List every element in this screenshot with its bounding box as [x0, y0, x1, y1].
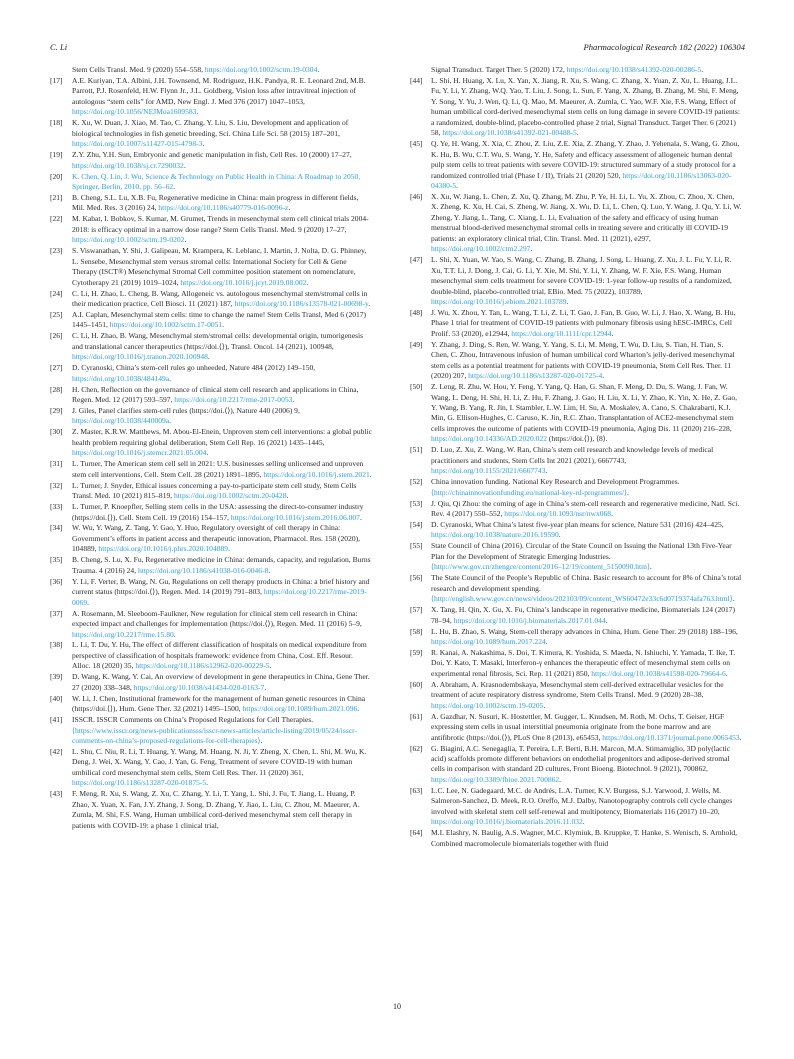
reference-text: Y. Li, F. Verter, B. Wang, N. Gu, Regulations on cell therapy products in China: a brief history and current status (https://doi.⟨⟩), Regen. Med. 14 (2019) 791–803, [72, 576, 370, 597]
reference-number: [49] [410, 339, 423, 349]
reference-suffix: . [173, 181, 176, 191]
reference-number: [23] [50, 246, 63, 256]
reference-entry [50, 747, 373, 789]
reference-entry [410, 520, 743, 541]
reference-entry [50, 150, 373, 171]
reference-entry [410, 255, 743, 307]
reference-suffix: . [317, 65, 320, 74]
reference-text: K. Xu, W. Duan, J. Xiao, M. Tao, C. Zhang, Y. Liu, S. Liu, Development and application of biological technologies in fish genetic breeding, Sci. China Life Sci. 58 (2015) 187–201, [72, 118, 349, 138]
reference-entry [50, 715, 373, 746]
reference-number: [18] [50, 118, 63, 128]
reference-link[interactable]: https://doi.org/10.1186/s12962-020-00229-5 [135, 661, 270, 671]
reference-link[interactable]: https://doi.org/10.1038/s41392-021-00488-5 [442, 128, 577, 138]
reference-entry [50, 789, 373, 831]
reference-number: [54] [410, 519, 423, 529]
reference-text: X. Tang, H. Qin, X. Gu, X. Fu, China’s landscape in regenerative medicine, Biomaterials 124 (2017) 78–94, [431, 605, 736, 625]
reference-link[interactable]: https://doi.org/10.1186/s13578-021-00698-y [234, 298, 369, 308]
page-number: 10 [393, 1002, 401, 1011]
reference-link[interactable]: https://doi.org/10.1089/hum.2017.224 [431, 636, 546, 646]
reference-entry [50, 289, 373, 310]
reference-entry [410, 828, 743, 849]
reference-text: L. Shu, C. Niu, R. Li, T. Huang, Y. Wang, M. Huang, N. Ji, Y. Zheng, X. Chen, L. Shi, M. Wu, K. Deng, J. Wei, X. Wang, Y. Cao, J. Yan, G. Feng, Treatment of severe COVID-19 with human umbilical cord mesenchymal stem cells, Stem Cell Res. Ther. 11 (2020) 361, [72, 747, 367, 777]
reference-entry [50, 385, 373, 406]
reference-suffix: . [732, 594, 735, 604]
page-header-author: C. Li [50, 42, 68, 52]
reference-link[interactable]: https://doi.org/10.1056/NEJMoa1609583 [72, 107, 197, 117]
reference-number: [30] [50, 427, 63, 437]
reference-suffix: . [228, 544, 230, 554]
reference-link[interactable]: https://doi.org/10.14336/AD.2020.022 [431, 434, 548, 444]
references-right-column [410, 65, 743, 850]
reference-number: [31] [50, 459, 63, 469]
reference-text: A. Abraham, A. Krasnodembskaya, Mesenchymal stem cell-derived extracellular vesicles for the treatment of acute respiratory distress syndrome, Stem Cells Transl. Med. 9 (2020) 28–38, [431, 679, 724, 700]
reference-link[interactable]: https://doi.org/10.1089/hum.2021.096 [242, 704, 358, 714]
reference-text: L. Hu, B. Zhao, S. Wang, Stem-cell therapy advances in China, Hum. Gene Ther. 29 (2018) 188–196, [431, 626, 738, 636]
reference-number: [48] [410, 307, 423, 317]
page-header-journal: Pharmacological Research 182 (2022) 106304 [583, 42, 745, 52]
reference-link[interactable]: ⟨http://chinainnovationfunding.eu/national-key-rd-programmes/⟩ [431, 487, 627, 497]
reference-entry [50, 427, 373, 458]
reference-text: L. Turner, The American stem cell sell in 2021: U.S. businesses selling unlicensed and unproven stem cell interventions, Cell. Stem Cell. 28 (2021) 1891–1895, [72, 459, 364, 479]
reference-entry [410, 627, 743, 648]
reference-number: [34] [50, 523, 63, 533]
reference-suffix: . [183, 160, 186, 170]
reference-number: [44] [410, 75, 423, 85]
reference-suffix: . [196, 107, 199, 117]
reference-entry [50, 65, 373, 75]
reference-text: L. Shi, X. Yuan, W. Yao, S. Wang, C. Zhang, B. Zhang, J. Song, L. Huang, Z. Xu, J. L. Fu, Y. Li, R. Xu, T.T. Li, J. Dong, J. Cai, G. Li, Y. Xie, M. Shi, Y. Li, Y. Zhang, W. F. Xie, F.S. Wang, Human mesenchymal stem cells treatment for severe COVID-19: 1-year follow-up results of a randomized, double-blind, placebo-controlled trial, EBio. Med. 75 (2022), 103789, [431, 255, 732, 296]
reference-text: ISSCR. ISSCR Comments on China’s Proposed Regulations for Cell Therapies. [72, 715, 314, 725]
reference-number: [43] [50, 789, 63, 799]
reference-number: [61] [410, 711, 423, 721]
reference-number: [22] [50, 214, 63, 224]
reference-link[interactable]: https://doi.org/10.1016/j.stem.2016.06.007 [230, 512, 360, 522]
reference-entry [50, 214, 373, 245]
reference-text: A.E. Kuriyan, T.A. Albini, J.H. Townsend, M. Rodriguez, H.K. Pandya, R. E. Leonard 2nd, M.B. Parrott, P.J. Rosenfeld, H.W. Flynn Jr., J.L. Goldberg, Vision loss after intravitreal injection of autologous “stem cells” for AMD, New Engl. J. Med 376 (2017) 1047–1053, [72, 75, 366, 106]
reference-entry [410, 192, 743, 255]
reference-text: L. Shi, H. Huang, X. Lu, X. Yan, X. Jiang, R. Xu, S. Wang, C. Zhang, X. Yuan, Z. Xu, L. Huang, J.L. Fu, Y. Li, Y. Zhang, W.Q. Yao, T. Liu, J. Song, L. Sun, F. Yang, X. Zhang, B. Zhang, M. Shi, F. Meng, Y. Song, Y. Yu, J. Wen, Q. Li, Q. Mao, M. Maeurer, A. Zumla, C. Yao, W.F. Xie, F.S. Wang, Effect of human umbilical cord-derived mesenchymal stem cells on lung damage in severe COVID-19 patients: a randomized, double-blind, placebo-controlled phase 2 trial, Signal Transduct. Target Ther. 6 (2021) 58, [431, 75, 740, 138]
reference-text: L.C. Lee, N. Gadegaard, M.C. de Andrés, L.A. Turner, K.V. Burgess, S.J. Yarwood, J. Wells, M. Salmeron-Sanchez, D. Meek, R.O. Oreffo, M.J. Dalby, Nanotopography controls cell cycle changes involved with skeletal stem cell self-renewal and multipotency, Biomaterials 116 (2017) 10–20, [431, 785, 733, 816]
reference-text: A. Gazdhar, N. Susuri, K. Hostettler, M. Gugger, L. Knudsen, M. Roth, M. Ochs, T. Geiser, HGF expressing stem cells in usual interstitial pneumonia originate from the bone marrow and are antifibrotic (https://doi.⟨⟩), PLoS One 8 (2013), e65453, [431, 711, 725, 742]
reference-suffix: . [559, 774, 562, 784]
reference-text: M.I. Elashry, N. Baulig, A.S. Wagner, M.C. Klymiuk, B. Kruppke, T. Hanke, S. Wenisch, S. Arnhold, Combined macromolecule biomaterials together with fluid [431, 828, 738, 848]
reference-suffix: . [169, 416, 172, 426]
reference-suffix: . [530, 244, 533, 254]
reference-text: Z. Master, K.R.W. Matthews, M. Abou-El-Enein, Unproven stem cell interventions: a global public health problem requiring global deliberation, Stem Cell Rep. 16 (2021) 1435–1445, [72, 427, 372, 447]
reference-entry [50, 118, 373, 149]
reference-link[interactable]: ⟨https://www.isscr.org/news-publicationsss/isscr-news-articles/article-listing/2019/05/24/isscr-comments-on-china’s-proposed-regulations-for-cell-therapies⟩ [72, 725, 357, 746]
reference-entry [50, 76, 373, 118]
reference-suffix: . [725, 668, 728, 678]
reference-entry [410, 340, 743, 382]
reference-link[interactable]: https://doi.org/10.1038/s41434-020-0163-7 [133, 682, 265, 692]
reference-number: [41] [50, 715, 63, 725]
reference-entry [50, 609, 373, 640]
reference-link[interactable]: https://doi.org/10.1038/440009a [72, 416, 170, 426]
reference-link[interactable]: https://doi.org/10.1038/sj.cr.7290032 [72, 160, 184, 170]
reference-text: H. Chen, Reflection on the governance of clinical stem cell research and applications in China, Regen. Med. 12 (2017) 593–597, [72, 384, 359, 405]
reference-link[interactable]: https://doi.org/10.1002/sctm.20-0428 [174, 491, 287, 501]
reference-suffix: . [264, 682, 267, 692]
reference-suffix: . [545, 636, 548, 646]
reference-entry [410, 65, 743, 75]
reference-suffix: . [605, 615, 608, 625]
reference-suffix: . [306, 277, 309, 287]
reference-entry [410, 445, 743, 476]
reference-link[interactable]: https://doi.org/10.1186/s41038-016-0046-8 [137, 565, 269, 575]
reference-number: [32] [50, 480, 63, 490]
reference-suffix: . [566, 296, 569, 306]
reference-entry [410, 499, 743, 520]
reference-suffix: . [202, 139, 205, 149]
reference-number: [47] [410, 255, 423, 265]
reference-entry [410, 744, 743, 786]
reference-number: [62] [410, 743, 423, 753]
reference-number: [28] [50, 384, 63, 394]
reference-suffix: . [456, 180, 459, 190]
reference-link[interactable]: https://doi.org/10.1016/j.biomaterials.2017.01.044 [453, 615, 606, 625]
reference-link[interactable]: https://doi.org/10.1016/j.jcyt.2019.08.002 [180, 277, 307, 287]
reference-number: [37] [50, 608, 63, 618]
reference-link[interactable]: https://doi.org/10.1186/s13287-020-01875-5 [72, 778, 207, 788]
reference-link[interactable]: https://doi.org/10.1111/cpr.12944 [511, 328, 612, 338]
reference-suffix: . [357, 704, 360, 714]
reference-entry [50, 640, 373, 671]
reference-number: [36] [50, 576, 63, 586]
reference-text: L. Turner, P. Knoepfler, Selling stem cells in the USA: assessing the direct-to-consumer industry (https://doi.⟨⟩), Cell. Stem Cell. 19 (2016) 154–157, [72, 502, 364, 522]
reference-number: [63] [410, 785, 423, 795]
reference-entry [50, 577, 373, 608]
reference-entry [50, 363, 373, 384]
reference-number: [29] [50, 406, 63, 415]
reference-suffix: . [207, 352, 210, 362]
reference-text: R. Kanai, A. Nakashima, S. Doi, T. Kimura, K. Yoshida, S. Maeda, N. Ishiuchi, Y. Yamada, T. Ike, T. Doi, Y. Kato, T. Masaki, Interferon-γ enhances the therapeutic effect of mesenchymal stem cells on experimental renal fibrosis, Sci. Rep. 11 (2021) 850, [431, 647, 736, 678]
reference-number: [45] [410, 139, 423, 149]
reference-link[interactable]: https://doi.org/10.1016/j.tranon.2020.100948 [72, 352, 208, 362]
reference-link[interactable]: https://doi.org/10.2217/rme.15.80 [72, 629, 174, 639]
reference-entry [50, 555, 373, 576]
reference-link[interactable]: https://doi.org/10.2217/rme-2019-0069 [72, 587, 367, 607]
reference-entry [50, 331, 373, 362]
reference-number: [57] [410, 605, 423, 615]
reference-entry [50, 694, 373, 715]
reference-text: D. Cyranoski, China’s stem-cell rules go unheeded, Nature 484 (2012) 149–150, [72, 363, 316, 373]
reference-text: M. Kabat, I. Bobkov, S. Kumar, M. Grumet, Trends in mesenchymal stem cell clinical trials 2004-2018: is efficacy optimal in a narrow dose range? Stem Cells Transl. Med. 9 (2020) 17–27, [72, 214, 369, 234]
reference-suffix: . [286, 491, 289, 501]
reference-link[interactable]: ⟨http://www.gov.cn/zhengce/content/2016–12/19/content_5150090.htm⟩ [431, 562, 650, 572]
reference-text: Y. Zhang, J. Ding, S. Ren, W. Wang, Y. Yang, S. Li, M. Meng, T. Wu, D. Liu, S. Tian, H. Tian, S. Chen, C. Zhou, Intravenous infusion of human umbilical cord Wharton’s jelly-derived mesenchymal stem cells as a potential treatment for patients with COVID-19 pneumonia, Stem Cell Res. Ther. 11 (2020) 207, [431, 339, 735, 381]
reference-text: A.I. Caplan, Mesenchymal stem cells: time to change the name! Stem Cells Transl, Med 6 (2017) 1445–1451, [72, 309, 367, 330]
reference-entry [410, 605, 743, 626]
reference-suffix: . [206, 778, 209, 788]
reference-number: [64] [410, 828, 423, 838]
reference-link[interactable]: https://doi.org/10.1371/journal.pone.0065453 [602, 732, 740, 742]
reference-link[interactable]: https://doi.org/10.1016/j.biomaterials.2016.11.032 [431, 817, 583, 827]
reference-suffix: . [268, 565, 271, 575]
reference-text: State Council of China (2016). Circular of the State Council on Issuing the National 13th Five-Year Plan for the Development of Strategic Emerging Industries. [431, 541, 732, 561]
reference-text: D. Wang, K. Wang, Y. Cai, An overview of development in gene therapeutics in China, Gene Ther. 27 (2020) 338–348, [72, 672, 370, 692]
reference-suffix: . [576, 128, 579, 138]
reference-text: S. Viswanathan, Y. Shi, J. Galipeau, M. Krampera, K. Leblanc, I. Martin, J. Nolta, D. G. Phinney, L. Sensebe, Mesenchymal stem versus stromal cells: International Society for Cell & Gene Therapy (ISCT®) Mesenchymal Stromal Cell committee position statement on nomenclature, Cytotherapy 21 (2019) 1019–1024, [72, 246, 367, 287]
reference-suffix: . [359, 512, 362, 522]
reference-number: [21] [50, 192, 63, 202]
reference-link[interactable]: https://doi.org/10.1002/sctm.17-0051 [109, 320, 223, 330]
reference-suffix: . [369, 469, 372, 479]
reference-entry [50, 406, 373, 427]
reference-suffix: . [206, 448, 209, 458]
reference-entry [410, 786, 743, 828]
reference-entry [50, 672, 373, 693]
reference-suffix: . [184, 235, 187, 245]
reference-number: [50] [410, 382, 423, 392]
reference-suffix: . [87, 597, 89, 607]
reference-number: [25] [50, 309, 63, 319]
reference-number: [38] [50, 640, 63, 650]
references-left-column [50, 65, 373, 832]
reference-text: B. Cheng, S.L. Lu, X.B. Fu, Regenerative medicine in China: main progress in different fields, Mil. Med. Res. 3 (2016) 24, [72, 192, 359, 213]
reference-entry [410, 680, 743, 711]
reference-entry [410, 308, 743, 339]
reference-suffix: . [701, 65, 704, 74]
reference-link[interactable]: https://doi.org/10.3389/fbioe.2021.700862 [431, 774, 560, 784]
reference-suffix: . [558, 530, 561, 540]
reference-text: G. Biagini, A.C. Senegaglia, T. Pereira, L.F. Berti, B.H. Marcon, M.A. Stimamiglio, 3D poly(lactic acid) scaffolds promote different behaviors on endothelial progenitors and adipose-derived stromal cells in comparison with standard 2D cultures, Front Bioeng. Biotechnol. 9 (2021), 700862, [431, 743, 731, 774]
reference-text: China innovation funding. National Key Research and Development Programmes. [431, 477, 680, 487]
reference-number: [39] [50, 672, 63, 682]
reference-link[interactable]: https://doi.org/10.1186/s40779-016-0096-z [158, 203, 289, 213]
reference-suffix: . [169, 373, 172, 383]
reference-entry [410, 648, 743, 679]
reference-text: L. Turner, J. Snyder, Ethical issues concerning a pay-to-participate stem cell study, Stem Cells Transl. Med. 10 (2021) 815–819, [72, 480, 357, 501]
reference-text: C. Li, H. Zhao, B. Wang, Mesenchymal stem/stromal cells: developmental origin, tumorigenesis and translational cancer therapeutics (https://doi.⟨⟩), Transl. Oncol. 14 (2021), 100948, [72, 331, 364, 351]
reference-link[interactable]: https://doi.org/10.1038/484149a [72, 373, 170, 383]
reference-link[interactable]: https://doi.org/10.1016/j.stem.2021 [263, 469, 370, 479]
reference-suffix: . [582, 817, 585, 827]
reference-suffix: . [545, 466, 548, 476]
reference-suffix: . [288, 203, 291, 213]
reference-text: A. Rosemann, M. Sleeboom-Faulkner, New regulation for clinical stem cell research in China: expected impact and challenges for implementation (https://doi.⟨⟩), Regen. Med. 11 (2016) 5–9, [72, 608, 362, 629]
reference-suffix: . [292, 395, 295, 405]
reference-text: F. Meng, R. Xu, S. Wang, Z. Xu, C. Zhang, Y. Li, T. Yang, L. Shi, J. Fu, T. Jiang, L. Huang, P. Zhao, X. Yuan, X. Fan, J.Y. Zhang, J. Song, D. Zhang, Y. Jiao, L. Liu, C. Zhou, M. Maeurer, A. Zumla, M. Shi, F.S. Wang, Human umbilical cord-derived mesenchymal stem cell therapy in patients with COVID-19: a phase 1 clinical trial, [72, 789, 360, 830]
reference-link[interactable]: https://doi.org/10.1186/s13063-020-04380-5 [431, 170, 732, 190]
reference-text: Q. Ye, H. Wang, X. Xia, C. Zhou, Z. Liu, Z.E. Xia, Z. Zhang, Y. Zhao, J. Yehenala, S. Wang, G. Zhou, K. Hu, B. Wu, C.T. Wu, S. Wang, Y. He, Safety and efficacy assessment of allogeneic human dental pulp stem cells to treat patients with severe COVID-19: structured summary of a study protocol for a randomized controlled trial (Phase I / II), Trials 21 (2020) 520, [431, 139, 740, 180]
reference-number: [19] [50, 150, 63, 160]
reference-entry [50, 459, 373, 480]
reference-number: [55] [410, 541, 423, 551]
reference-entry [50, 193, 373, 214]
reference-link[interactable]: https://doi.org/10.1093/nsr/nwx068 [504, 509, 612, 519]
reference-suffix: . [368, 298, 371, 308]
reference-text: J. Giles, Panel clarifies stem-cell rules (https://doi.⟨⟩), Nature 440 (2006) 9, [72, 406, 300, 415]
reference-number: [53] [410, 498, 423, 508]
reference-link[interactable]: K. Chen, Q. Lin, J. Wu, Science & Technology on Public Health in China: A Roadmap to 2050, Springer, Berlin, 2010, pp. 56–62 [72, 171, 361, 191]
reference-link[interactable]: https://doi.org/10.1038/nature.2016.19590 [431, 530, 559, 540]
reference-link[interactable]: https://doi.org/10.1002/ctm2.297 [431, 244, 531, 254]
reference-link[interactable]: https://doi.org/10.1155/2021/6667743 [431, 466, 546, 476]
reference-number: [35] [50, 555, 63, 565]
reference-entry [50, 523, 373, 554]
reference-text: W. Li, J. Chen, Institutional framework for the management of human genetic resources in China (https://doi.⟨⟩), Hum. Gene Ther. 32 (2021) 1495–1500, [72, 693, 366, 714]
reference-link[interactable]: https://doi.org/10.1007/s11427-015-4798-3 [72, 139, 203, 149]
reference-number: [60] [410, 679, 423, 689]
reference-text: D. Cyranoski, What China’s latest five-year plan means for science, Nature 531 (2016) 424–425, [431, 519, 724, 529]
reference-suffix: . [260, 736, 263, 746]
reference-link[interactable]: https://doi.org/10.2217/rme-2017-0053 [174, 395, 293, 405]
reference-entry [50, 502, 373, 523]
reference-number: [51] [410, 445, 423, 455]
reference-number: [26] [50, 331, 63, 341]
reference-number: [27] [50, 363, 63, 373]
reference-text: C. Li, H. Zhao, L. Cheng, B. Wang, Allogeneic vs. autologous mesenchymal stem/stromal cells in their medication practice, Cell Biosci. 11 (2021) 187, [72, 288, 368, 308]
reference-link[interactable]: https://doi.org/10.1186/s13287-020-01725-4 [468, 371, 603, 381]
reference-number: [40] [50, 693, 63, 703]
reference-link[interactable]: https://doi.org/10.1002/sctm.19-0205 [431, 700, 544, 710]
reference-entry [50, 310, 373, 331]
reference-entry [50, 481, 373, 502]
reference-suffix: . [543, 700, 546, 710]
reference-text: Stem Cells Transl. Med. 9 (2020) 554–558, [72, 65, 205, 74]
reference-link[interactable]: ⟨http://english.www.gov.cn/news/videos/202103/09/content_WS60472e33c6d0719374afa763.html⟩ [431, 594, 733, 604]
reference-text: B. Cheng, S. Lu, X. Fu, Regenerative medicine in China: demands, capacity, and regulation, Burns Trauma. 4 (2016) 24, [72, 555, 371, 575]
reference-link[interactable]: https://doi.org/10.1016/j.stemcr.2021.05.004 [72, 448, 207, 458]
reference-number: [20] [50, 171, 63, 181]
reference-text: X. Xu, W. Jiang, L. Chen, Z. Xu, Q. Zhang, M. Zhu, P. Ye, H. Li, L. Yu, X. Zhou, C. Zhou, X. Chen, X. Zheng, K. Xu, H. Cai, S. Zheng, W. Jiang, X. Wu, D. Li, L. Chen, Q. Luo, Y. Wang, J. Qu, Y. Li, W. Zheng, Y. Jiang, L. Tang, C. Xiang, L. Li, Evaluation of the safety and efficacy of using human menstrual blood-derived mesenchymal stromal cells in treating severe and critically ill COVID-19 patients: an exploratory clinical trial, Clin. Transl. Med. 11 (2021), e297, [431, 191, 742, 243]
reference-entry [410, 139, 743, 191]
reference-number: [58] [410, 626, 423, 636]
reference-text: W. Wu, Y. Wang, Z. Tang, Y. Gao, Y. Huo, Regulatory oversight of cell therapy in China: Government’s efforts in patient access and therapeutic innovation, Pharmacol. Res. 158 (2020), 104889, [72, 523, 361, 554]
reference-entry [410, 382, 743, 445]
reference-entry [410, 76, 743, 139]
reference-text: The State Council of the People’s Republic of China. Basic research to account for 8% of China’s total research and development spending. [431, 573, 742, 593]
reference-number: [59] [410, 647, 423, 657]
reference-entry [410, 573, 743, 604]
reference-number: [33] [50, 502, 63, 512]
reference-suffix: . [222, 320, 225, 330]
reference-entry [50, 172, 373, 193]
reference-link[interactable]: https://doi.org/10.1038/s41392-020-00286-5 [566, 65, 702, 74]
reference-suffix: . [173, 629, 176, 639]
reference-text: Signal Transduct. Target Ther. 5 (2020) 172, [431, 65, 567, 74]
reference-link[interactable]: https://doi.org/10.1002/sctm.19-0304 [204, 65, 318, 74]
reference-number: [46] [410, 191, 423, 201]
reference-link[interactable]: https://doi.org/10.1016/j.ebiom.2021.103789 [431, 296, 567, 306]
reference-suffix: . [649, 562, 652, 572]
reference-text: Z. Leng, R. Zhu, W. Hou, Y. Feng, Y. Yang, Q. Han, G. Shan, F. Meng, D. Du, S. Wang, J. Fan, W. Wang, L. Deng, H. Shi, H. Li, Z. Hu, F. Zhang, J. Gao, H. Liu, X. Li, Y. Zhao, K. Yin, X. He, Z. Gao, Y. Wang, B. Yang, R. Jin, I. Stambler, L.W. Lim, H. Su, A. Moskalev, A. Cano, S. Chakrabarti, K.J. Min, G. Ellison-Hughes, C. Caruso, K. Jin, R.C. Zhao, Transplantation of ACE2-mesenchymal stem cells improves the outcome of patients with COVID-19 pneumonia, Aging Dis. 11 (2020) 216–228, [431, 382, 738, 433]
reference-suffix: (https://doi.⟨⟩), ⟨8⟩. [547, 434, 608, 444]
reference-number: [52] [410, 477, 423, 487]
reference-link[interactable]: https://doi.org/10.1038/s41598-020-79664-6 [591, 668, 726, 678]
reference-number: [17] [50, 75, 63, 85]
reference-text: D. Luo, Z. Xu, Z. Wang, W. Ran, China’s stem cell research and knowledge levels of medical practitioners and students, Stem Cells Int 2021 (2021), 6667743, [431, 445, 714, 465]
reference-text: J. Qiu, Qi Zhou: the coming of age in China’s stem-cell research and regenerative medicine, Natl. Sci. Rev. 4 (2017) 550–552, [431, 498, 740, 519]
reference-number: [56] [410, 573, 423, 583]
reference-suffix: . [626, 487, 629, 497]
reference-suffix: . [739, 732, 742, 742]
reference-suffix: . [602, 371, 605, 381]
reference-text: Z.Y. Zhu, Y.H. Sun, Embryonic and genetic manipulation in fish, Cell Res. 10 (2000) 17–27, [72, 150, 352, 160]
reference-entry [50, 246, 373, 288]
reference-text: L. Li, T. Du, Y. Hu, The effect of different classification of hospitals on medical expenditure from perspective of classification of hospitals framework: evidence from China, Cost. Eff. Resour. Alloc. 18 (2020) 35, [72, 640, 367, 671]
reference-suffix: . [269, 661, 272, 671]
reference-link[interactable]: https://doi.org/10.1016/j.phrs.2020.104889 [98, 544, 229, 554]
reference-entry [410, 477, 743, 498]
reference-text: J. Wu, X. Zhou, Y. Tan, L. Wang, T. Li, Z. Li, T. Gao, J. Fan, B. Guo, W. Li, J. Hao, X. Wang, B. Hu, Phase 1 trial for treatment of COVID-19 patients with pulmonary fibrosis using hESC-IMRCs, Cell Prolif. 53 (2020), e12944, [431, 307, 736, 338]
reference-number: [42] [50, 747, 63, 756]
reference-entry [410, 712, 743, 743]
reference-suffix: . [611, 509, 613, 519]
reference-number: [24] [50, 288, 63, 298]
reference-suffix: . [611, 328, 614, 338]
reference-entry [410, 541, 743, 572]
reference-link[interactable]: https://doi.org/10.1002/sctm.19-0202 [72, 235, 185, 245]
